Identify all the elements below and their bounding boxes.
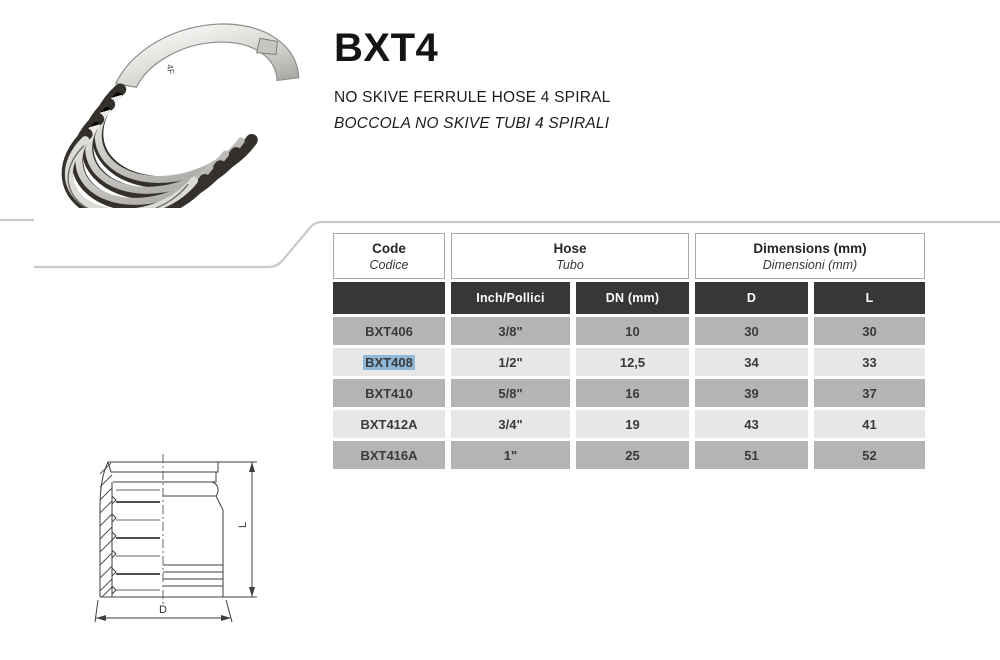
group-header-hose: [451, 233, 689, 279]
ferrule-3d-group: [40, 8, 320, 208]
column-header-l: L: [814, 282, 925, 314]
cell-inch: 5/8": [451, 379, 570, 407]
cell-code: [333, 348, 445, 376]
cell-code: BXT412A: [333, 410, 445, 438]
selected-text-highlight[interactable]: BXT408: [365, 354, 413, 370]
cell-l: 52: [814, 441, 925, 469]
ferrule-rib: [88, 67, 246, 197]
dimension-label-l: L: [237, 521, 249, 528]
column-header-empty: [333, 282, 445, 314]
group-header-dimensions: [695, 233, 925, 279]
group-sublabel: Codice: [369, 257, 409, 272]
cell-dn: 10: [576, 317, 689, 345]
cell-dn: 19: [576, 410, 689, 438]
cell-d: 51: [695, 441, 808, 469]
cell-code: BXT416A: [333, 441, 445, 469]
cell-l: 33: [814, 348, 925, 376]
cell-l: 30: [814, 317, 925, 345]
group-label: Code: [372, 240, 406, 256]
group-header-code: [333, 233, 445, 279]
table-row: [333, 441, 925, 469]
cell-inch: 1": [451, 441, 570, 469]
cell-code: BXT406: [333, 317, 445, 345]
cell-inch: 3/4": [451, 410, 570, 438]
column-header-dn: DN (mm): [576, 282, 689, 314]
group-label: Dimensions (mm): [753, 240, 867, 256]
cell-d: 30: [695, 317, 808, 345]
cell-inch: 3/8": [451, 317, 570, 345]
product-image-ferrule: [40, 8, 320, 208]
page-title: BXT4: [334, 26, 439, 70]
subtitle-english: NO SKIVE FERRULE HOSE 4 SPIRAL: [334, 89, 611, 106]
title-block: [334, 28, 610, 133]
cell-inch: 1/2": [451, 348, 570, 376]
spec-table: [327, 230, 931, 472]
column-header-inch: Inch/Pollici: [451, 282, 570, 314]
group-sublabel: Dimensioni (mm): [762, 257, 858, 272]
cell-l: 37: [814, 379, 925, 407]
technical-drawing: [85, 450, 275, 635]
cell-d: 34: [695, 348, 808, 376]
ferrule-collar: [107, 8, 300, 127]
cell-d: 39: [695, 379, 808, 407]
table-row: [333, 348, 925, 376]
group-sublabel: Tubo: [556, 257, 584, 272]
subtitle-italian: BOCCOLA NO SKIVE TUBI 4 SPIRALI: [334, 115, 610, 132]
dimension-label-d: D: [159, 604, 167, 616]
stamp-mark: 4F: [164, 63, 177, 76]
cell-code: BXT410: [333, 379, 445, 407]
column-header-row: [333, 282, 925, 314]
table-row: [333, 410, 925, 438]
group-header-row: [333, 233, 925, 279]
cell-dn: 16: [576, 379, 689, 407]
column-header-d: D: [695, 282, 808, 314]
table-row: [333, 317, 925, 345]
cell-dn: 25: [576, 441, 689, 469]
cell-dn: 12,5: [576, 348, 689, 376]
cell-d: 43: [695, 410, 808, 438]
table-row: [333, 379, 925, 407]
dimension-l: [218, 462, 257, 597]
cell-l: 41: [814, 410, 925, 438]
group-label: Hose: [553, 240, 587, 256]
